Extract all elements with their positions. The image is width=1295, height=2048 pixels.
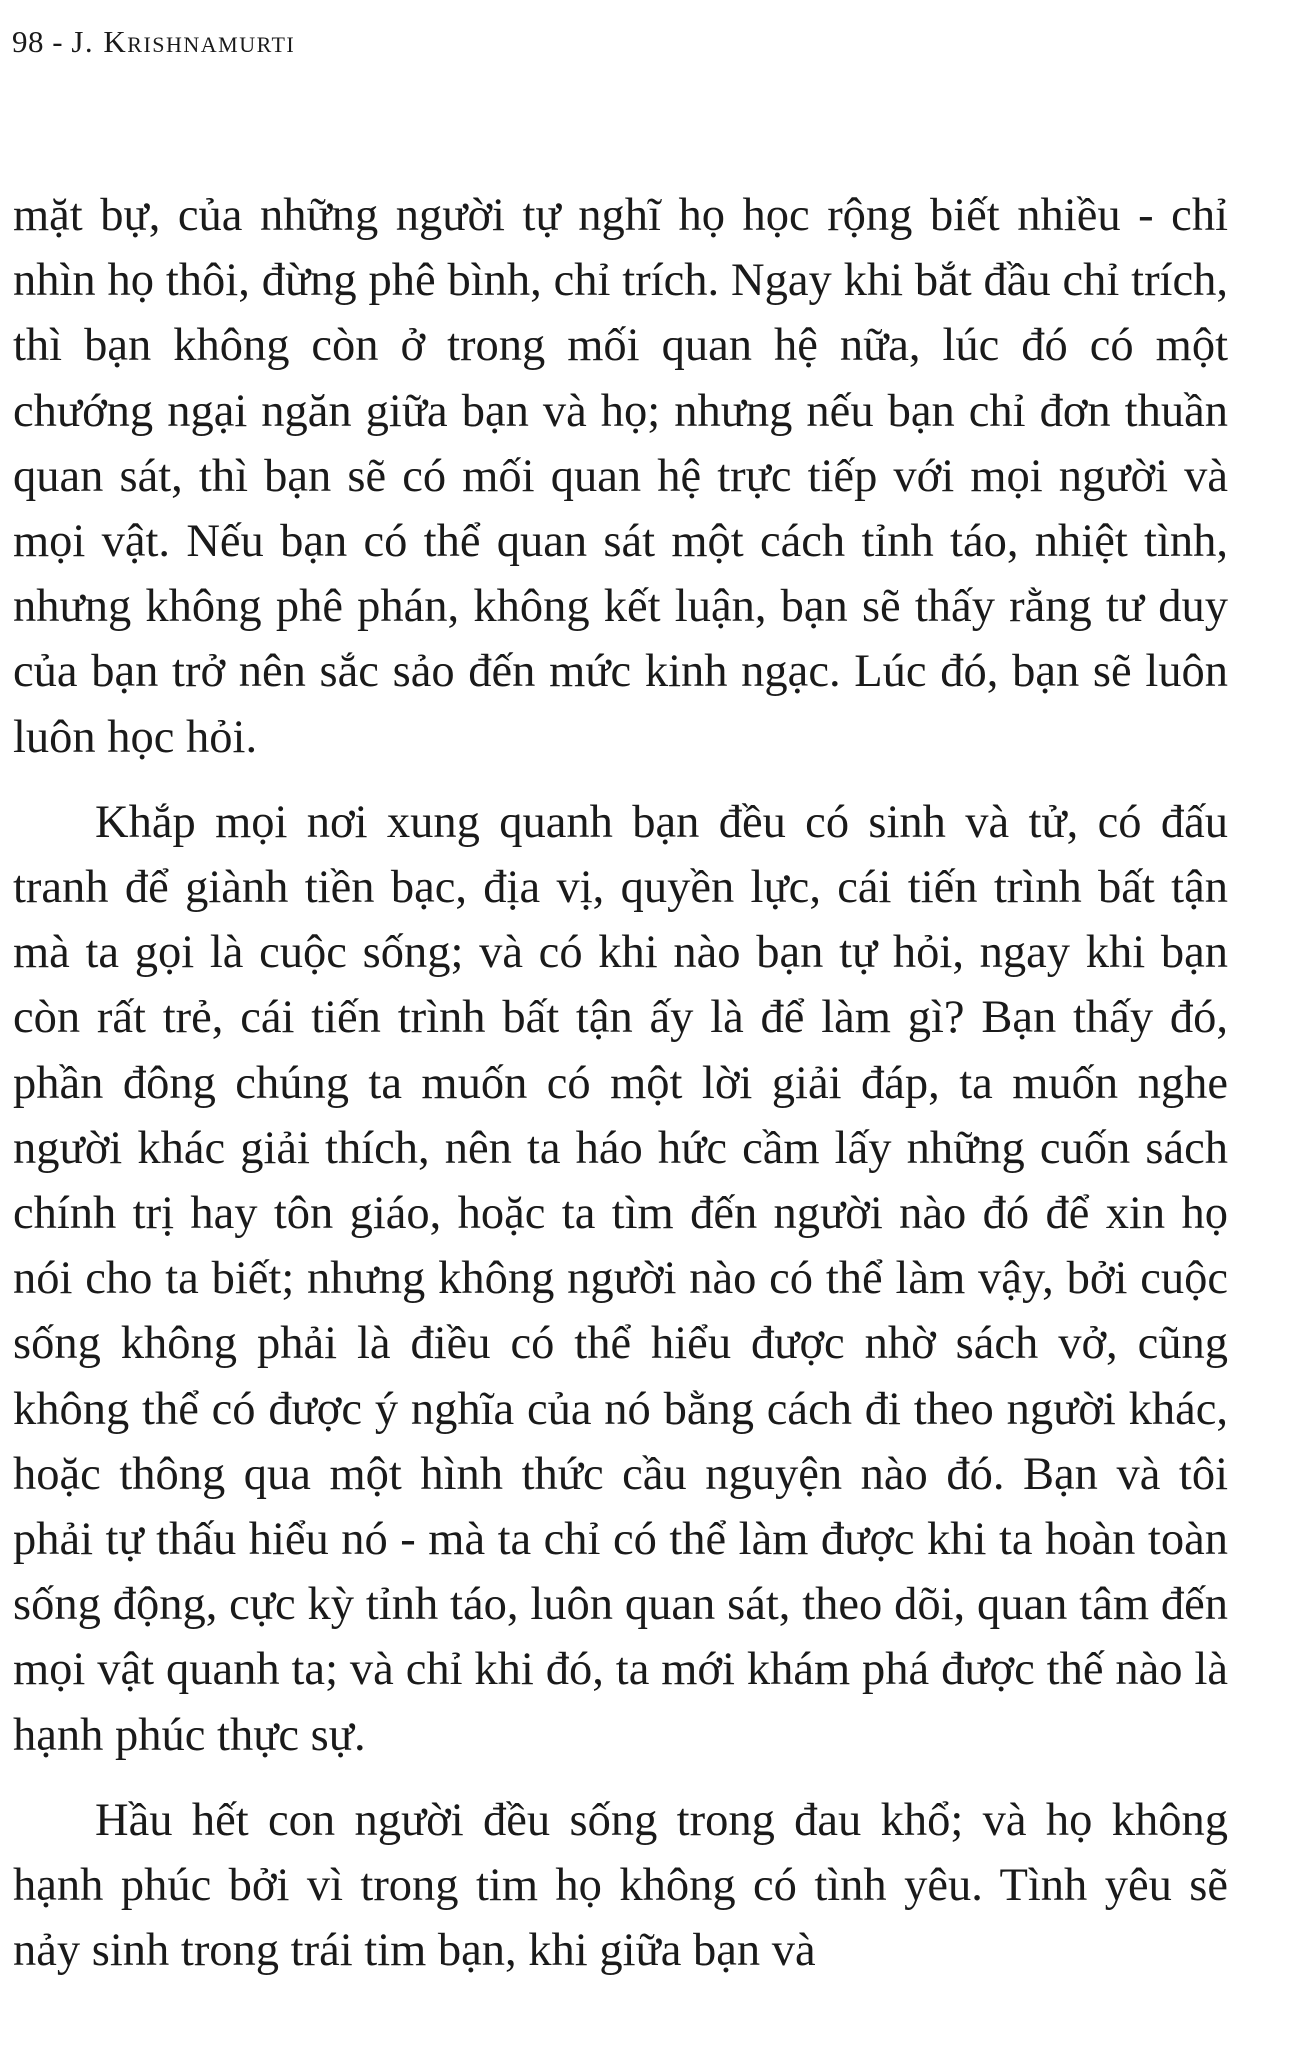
paragraph-1: mặt bự, của những người tự nghĩ họ học rộng biết nhiều - chỉ nhìn họ thôi, đừng phê bình, chỉ trích. Ngay khi bắt đầu chỉ trích, thì bạn không còn ở trong mối quan hệ nữa, lúc đó có một chướng ngại ngăn giữa bạn và họ; nhưng nếu bạn chỉ đơn thuần quan sát, thì bạn sẽ có mối quan hệ trực tiếp với mọi người và mọi vật. Nếu bạn có thể quan sát một cách tỉnh táo, nhiệt tình, nhưng không phê phán, không kết luận, bạn sẽ thấy rằng tư duy của bạn trở nên sắc sảo đến mức kinh ngạc. Lúc đó, bạn sẽ luôn luôn học hỏi. xyxy=(13,190,1228,763)
body-text xyxy=(13,183,1228,1983)
running-header xyxy=(12,20,295,64)
header-separator: - xyxy=(44,24,72,59)
paragraph-3: Hầu hết con người đều sống trong đau khổ; và họ không hạnh phúc bởi vì trong tim họ không có tình yêu. Tình yêu sẽ nảy sinh trong trái tim bạn, khi giữa bạn và xyxy=(13,1794,1228,1977)
page-number: 98 xyxy=(12,24,44,59)
author-name: J. Krishnamurti xyxy=(71,24,296,59)
paragraph-2: Khắp mọi nơi xung quanh bạn đều có sinh và tử, có đấu tranh để giành tiền bạc, địa vị, quyền lực, cái tiến trình bất tận mà ta gọi là cuộc sống; và có khi nào bạn tự hỏi, ngay khi bạn còn rất trẻ, cái tiến trình bất tận ấy là để làm gì? Bạn thấy đó, phần đông chúng ta muốn có một lời giải đáp, ta muốn nghe người khác giải thích, nên ta háo hức cầm lấy những cuốn sách chính trị hay tôn giáo, hoặc ta tìm đến người nào đó để xin họ nói cho ta biết; nhưng không người nào có thể làm vậy, bởi cuộc sống không phải là điều có thể hiểu được nhờ sách vở, cũng không thể có được ý nghĩa của nó bằng cách đi theo người khác, hoặc thông qua một hình thức cầu nguyện nào đó. Bạn và tôi phải tự thấu hiểu nó - mà ta chỉ có thể làm được khi ta hoàn toàn sống động, cực kỳ tỉnh táo, luôn quan sát, theo dõi, quan tâm đến mọi vật quanh ta; và chỉ khi đó, ta mới khám phá được thế nào là hạnh phúc thực sự. xyxy=(13,796,1228,1761)
